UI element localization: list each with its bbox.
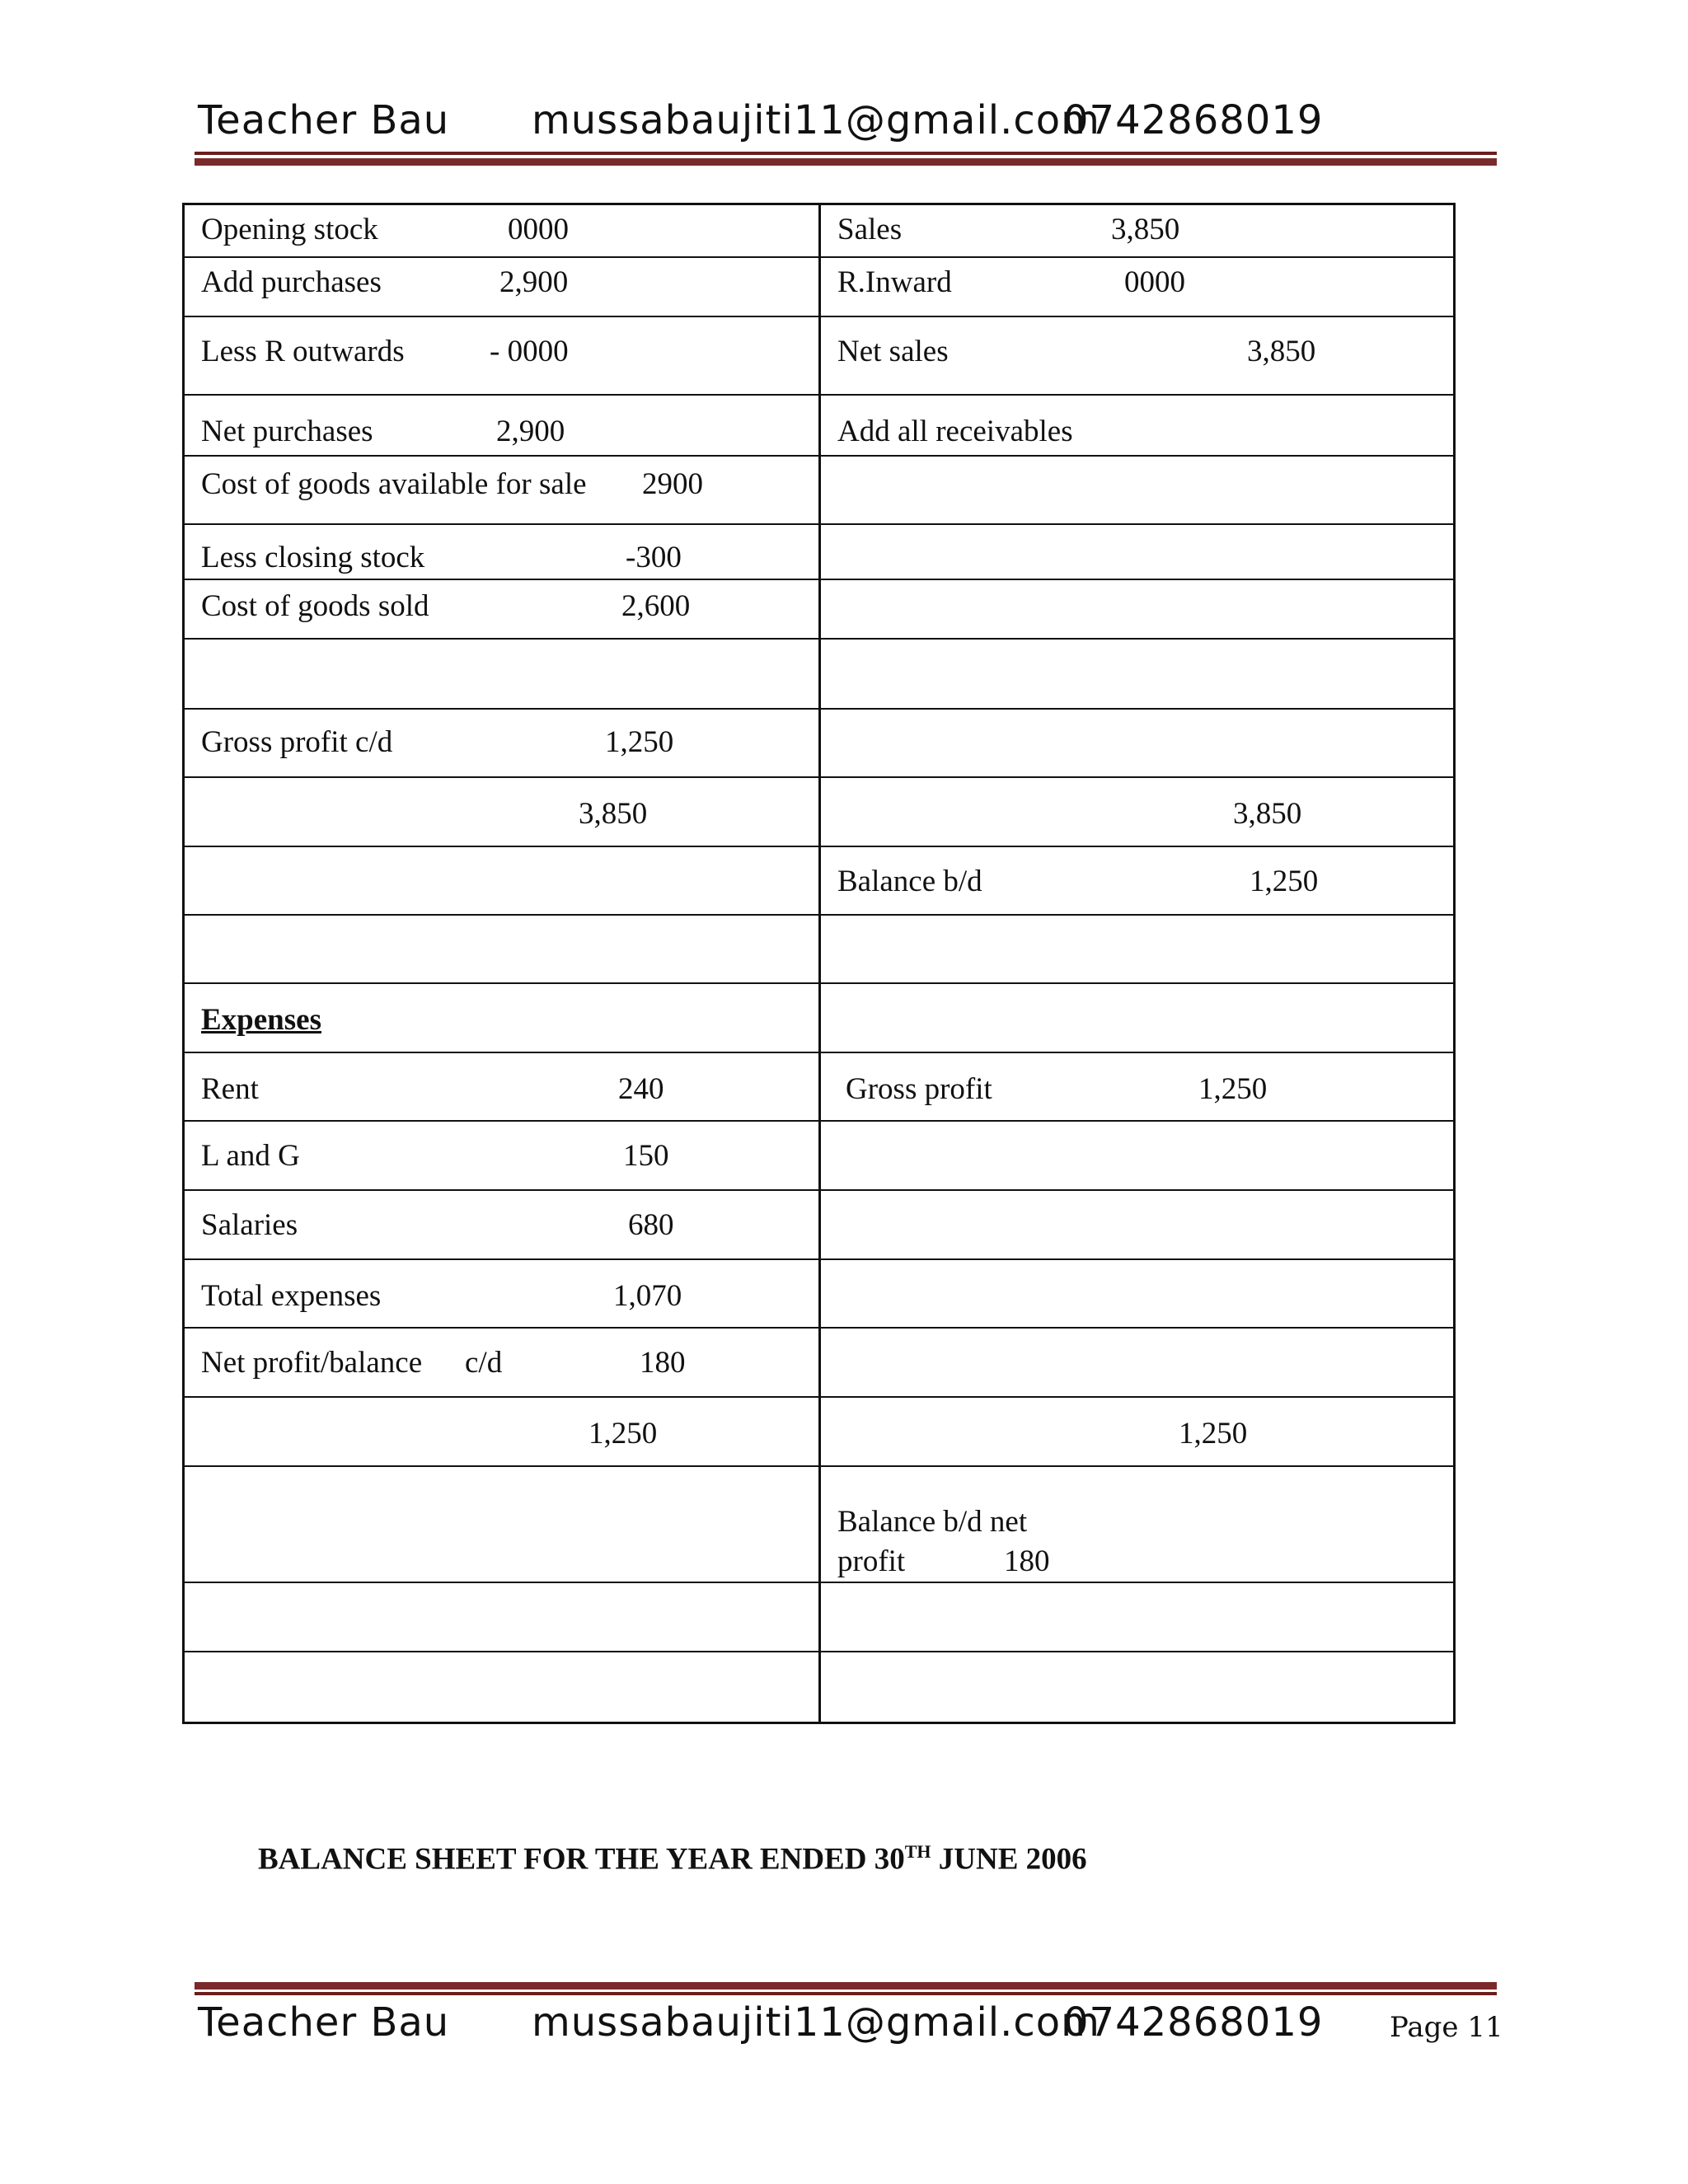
cell-text: 3,850 [1233,797,1302,831]
table-row [185,847,1453,916]
cell-text: 1,250 [1198,1072,1268,1106]
footer-divider-thin [195,1992,1497,1995]
cell-text: 0000 [508,213,569,246]
footer-phone: 0742868019 [1063,1999,1324,2046]
cell-text: Net profit/balance [201,1346,423,1380]
table-row [185,710,1453,778]
cell-text: Salaries [201,1208,298,1242]
table-row [185,984,1453,1053]
debit-cell [185,258,821,316]
debit-cell [185,778,821,846]
header-phone: 0742868019 [1063,97,1324,143]
credit-cell [821,317,1453,394]
cell-text: Less R outwards [201,335,405,368]
cell-text: 3,850 [1247,335,1316,368]
cell-text: 680 [628,1208,674,1242]
cell-text: Total expenses [201,1279,382,1313]
cell-text: Add all receivables [837,415,1073,448]
cell-text: 2900 [642,467,703,501]
credit-cell [821,1053,1453,1120]
credit-cell [821,640,1453,708]
cell-text: 240 [618,1072,664,1106]
debit-cell [185,640,821,708]
cell-text: 3,850 [579,797,648,831]
cell-text: 1,250 [605,725,674,759]
credit-cell [821,1652,1453,1722]
table-row [185,1583,1453,1652]
table-row [185,916,1453,984]
table-row [185,205,1453,258]
credit-cell [821,1583,1453,1651]
footer-email: mussabaujiti11@gmail.com [532,1999,1100,2046]
debit-cell [185,1191,821,1258]
cell-text: Net purchases [201,415,373,448]
table-row [185,1652,1453,1722]
balance-sheet-title-text: BALANCE SHEET FOR THE YEAR ENDED 30 [258,1842,905,1877]
credit-cell [821,1398,1453,1465]
cell-text: - 0000 [490,335,569,368]
credit-cell [821,258,1453,316]
debit-cell [185,457,821,523]
cell-text: 0000 [1124,265,1185,299]
debit-cell [185,205,821,256]
credit-cell [821,525,1453,579]
table-row [185,1053,1453,1122]
credit-cell [821,916,1453,982]
table-row [185,525,1453,580]
cell-text: Balance b/d net [837,1505,1028,1539]
table-row [185,580,1453,640]
cell-text: 1,250 [588,1417,658,1451]
cell-text: R.Inward [837,265,952,299]
credit-cell [821,580,1453,638]
trading-profit-loss-table [182,203,1456,1724]
cell-text: 180 [1004,1544,1050,1578]
cell-text: 2,600 [621,589,691,623]
cell-text: Gross profit c/d [201,725,393,759]
credit-cell [821,1260,1453,1327]
cell-text: Expenses [201,1003,321,1037]
credit-cell [821,847,1453,914]
credit-cell [821,710,1453,776]
balance-sheet-title-superscript: TH [904,1841,931,1862]
table-row [185,1260,1453,1329]
table-row [185,1398,1453,1467]
credit-cell [821,457,1453,523]
cell-text: Sales [837,213,903,246]
debit-cell [185,916,821,982]
cell-text: 2,900 [499,265,569,299]
cell-text: 1,250 [1250,865,1319,898]
balance-sheet-title [258,1841,1087,1877]
debit-cell [185,1398,821,1465]
cell-text: Opening stock [201,213,378,246]
header-divider-thin [195,152,1497,155]
debit-cell [185,580,821,638]
cell-text: Cost of goods available for sale [201,467,587,501]
cell-text: 1,250 [1179,1417,1248,1451]
debit-cell [185,1467,821,1582]
cell-text: 180 [640,1346,686,1380]
header-author: Teacher Bau [198,97,450,143]
cell-text: -300 [626,541,682,574]
debit-cell [185,710,821,776]
table-row [185,1122,1453,1191]
header-divider-thick [195,158,1497,166]
page-number: Page 11 [1390,2011,1503,2044]
cell-text: 2,900 [496,415,565,448]
cell-text: 1,070 [613,1279,682,1313]
table-row [185,396,1453,457]
cell-text: 150 [623,1139,669,1173]
debit-cell [185,525,821,579]
cell-text: 3,850 [1111,213,1180,246]
cell-text: Less closing stock [201,541,425,574]
table-row [185,1467,1453,1583]
debit-cell [185,1329,821,1396]
footer-author: Teacher Bau [198,1999,450,2046]
debit-cell [185,984,821,1052]
table-row [185,317,1453,396]
debit-cell [185,847,821,914]
cell-text: profit [837,1544,906,1578]
debit-cell [185,396,821,455]
debit-cell [185,317,821,394]
cell-text: Cost of goods sold [201,589,429,623]
credit-cell [821,1122,1453,1189]
table-row [185,1191,1453,1260]
credit-cell [821,396,1453,455]
table-row [185,640,1453,710]
debit-cell [185,1260,821,1327]
table-row [185,457,1453,525]
footer-divider-thick [195,1982,1497,1990]
credit-cell [821,1329,1453,1396]
balance-sheet-title-date: JUNE 2006 [931,1842,1087,1877]
table-row [185,1329,1453,1398]
debit-cell [185,1122,821,1189]
cell-text: Net sales [837,335,949,368]
debit-cell [185,1053,821,1120]
cell-text: c/d [465,1346,503,1380]
credit-cell [821,205,1453,256]
cell-text: Gross profit [846,1072,992,1106]
debit-cell [185,1652,821,1722]
credit-cell [821,984,1453,1052]
credit-cell [821,1467,1453,1582]
header-email: mussabaujiti11@gmail.com [532,97,1100,143]
cell-text: Rent [201,1072,259,1106]
debit-cell [185,1583,821,1651]
cell-text: L and G [201,1139,300,1173]
credit-cell [821,778,1453,846]
credit-cell [821,1191,1453,1258]
table-row [185,258,1453,317]
cell-text: Add purchases [201,265,382,299]
cell-text: Balance b/d [837,865,982,898]
table-row [185,778,1453,847]
